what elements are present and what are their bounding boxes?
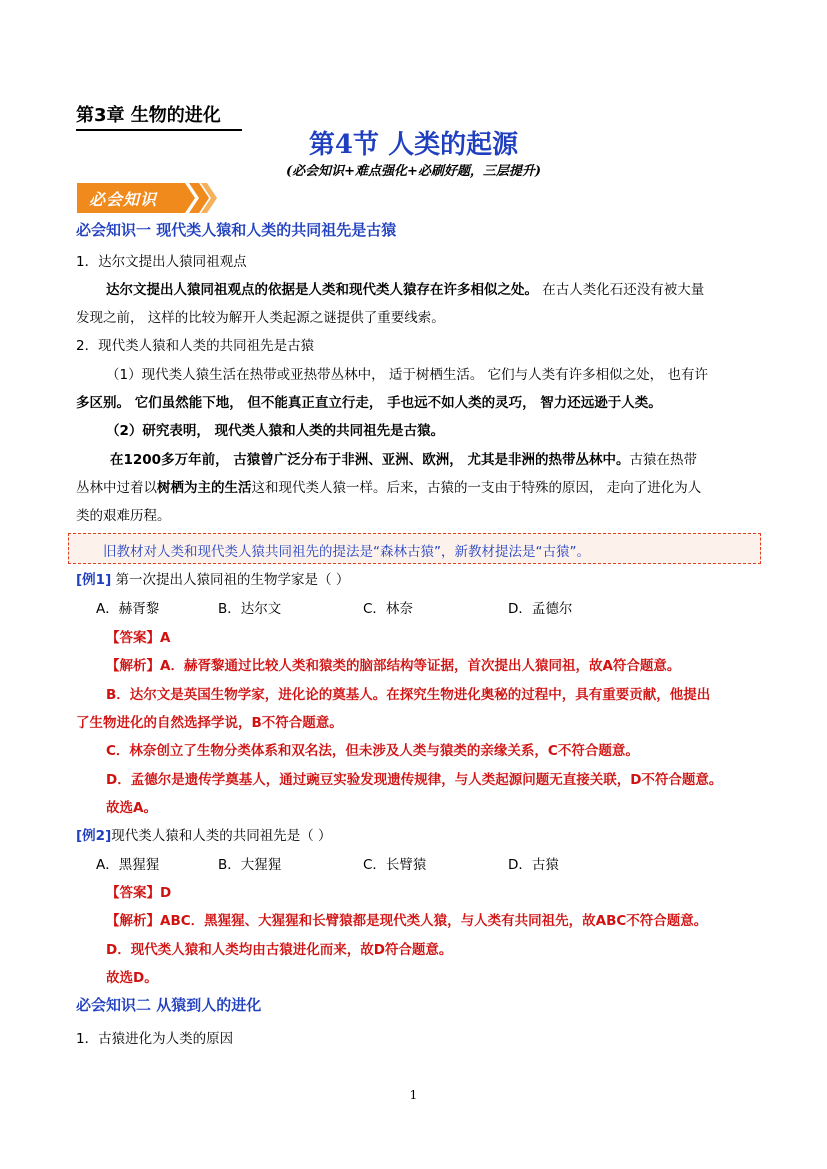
note-text: 旧教材对人类和现代类人猿共同祖先的提法是“森林古猿”，新教材提法是“古猿”。 [103, 544, 590, 560]
k1-para-1-line-2: 发现之前， 这样的比较为解开人类起源之谜提供了重要线索。 [76, 310, 445, 326]
example-1-analysis-line: D．孟德尔是遗传学奠基人，通过豌豆实验发现遗传规律，与人类起源问题无直接关联，D不符合题意。 [106, 772, 723, 788]
page-subtitle: (必会知识+难点强化+必刷好题，三层提升) [285, 164, 542, 179]
example-2-option-d: D．古猿 [508, 857, 559, 873]
section-badge [77, 183, 217, 213]
k1-para-3-line-1 [110, 448, 697, 468]
example-2-question [76, 824, 332, 844]
example-1-answer: 【答案】A [106, 630, 171, 646]
chapter-title: 第3章 生物的进化 [76, 101, 242, 131]
example-2-conclusion: 故选D。 [106, 970, 158, 986]
example-2-text: 现代类人猿和人类的共同祖先是（ ） [111, 828, 332, 844]
page-number: 1 [409, 1088, 418, 1102]
example-1-analysis-line: 【解析】A．赫胥黎通过比较人类和猿类的脑部结构等证据，首次提出人猿同祖，故A符合题意。 [106, 658, 681, 674]
k1-para-3-post: 这和现代类人猿一样。后来，古猿的一支由于特殊的原因， 走向了进化为人 [251, 480, 702, 496]
note-box [68, 533, 761, 564]
k1-para-3-line-3: 类的艰难历程。 [76, 508, 171, 524]
example-1-analysis-line: 了生物进化的自然选择学说，B不符合题意。 [76, 715, 343, 731]
knowledge-1-heading: 必会知识一 现代类人猿和人类的共同祖先是古猿 [76, 221, 397, 239]
k1-para-3-pre: 丛林中过着以 [76, 480, 157, 496]
k1-para-1-rest: 在古人类化石还没有被大量 [542, 282, 705, 298]
example-2-analysis-line: D．现代类人猿和人类均由古猿进化而来，故D符合题意。 [106, 942, 453, 958]
example-1-analysis-line: C．林奈创立了生物分类体系和双名法，但未涉及人类与猿类的亲缘关系，C不符合题意。 [106, 743, 639, 759]
example-2-option-a: A．黑猩猩 [96, 857, 160, 873]
example-1-text: 第一次提出人猿同祖的生物学家是（ ） [111, 572, 350, 588]
k1-para-1-line-1 [106, 278, 704, 298]
page-title: 第4节 人类的起源 [308, 130, 519, 160]
k1-para-3-emph: 树栖为主的生活 [157, 480, 252, 496]
example-2-option-c: C．长臂猿 [363, 857, 427, 873]
example-2-option-b: B．大猩猩 [218, 857, 282, 873]
example-1-option-d: D．孟德尔 [508, 601, 573, 617]
example-1-question [76, 568, 349, 588]
example-1-label: [例1] [76, 572, 112, 588]
k1-para-1-bold: 达尔文提出人猿同祖观点的依据是人类和现代类人猿存在许多相似之处。 [106, 282, 538, 298]
example-1-option-b: B．达尔文 [218, 601, 282, 617]
example-1-conclusion: 故选A。 [106, 800, 157, 816]
k2-item-1: 1．古猿进化为人类的原因 [76, 1031, 234, 1047]
knowledge-2-heading: 必会知识二 从猿到人的进化 [76, 996, 262, 1014]
example-2-label: [例2] [76, 828, 112, 844]
k1-sub-1-line-2: 多区别。 它们虽然能下地， 但不能真正直立行走， 手也远不如人类的灵巧， 智力还远逊于人类。 [76, 395, 662, 411]
k1-item-1: 1．达尔文提出人猿同祖观点 [76, 254, 247, 270]
example-2-answer: 【答案】D [106, 885, 172, 901]
k1-sub-2: （2）研究表明， 现代类人猿和人类的共同祖先是古猿。 [106, 423, 445, 439]
example-2-analysis-line: 【解析】ABC．黑猩猩、大猩猩和长臂猿都是现代类人猿，与人类有共同祖先，故ABC不符合题意。 [106, 913, 708, 929]
k1-para-3-rest: 古猿在热带 [629, 452, 697, 468]
badge-label: 必会知识 [89, 190, 158, 209]
k1-para-3-line-2 [76, 476, 701, 496]
example-1-option-a: A．赫胥黎 [96, 601, 160, 617]
k1-sub-1-line-1: （1）现代类人猿生活在热带或亚热带丛林中， 适于树栖生活。 它们与人类有许多相似之处， 也有许 [106, 367, 708, 383]
example-1-analysis-line: B．达尔文是英国生物学家，进化论的奠基人。在探究生物进化奥秘的过程中，具有重要贡献，他提出 [106, 687, 711, 703]
k1-para-3-bold: 在1200多万年前， 古猿曾广泛分布于非洲、亚洲、欧洲， 尤其是非洲的热带丛林中。 [110, 452, 630, 468]
k1-item-2: 2．现代类人猿和人类的共同祖先是古猿 [76, 338, 315, 354]
example-1-option-c: C．林奈 [363, 601, 413, 617]
